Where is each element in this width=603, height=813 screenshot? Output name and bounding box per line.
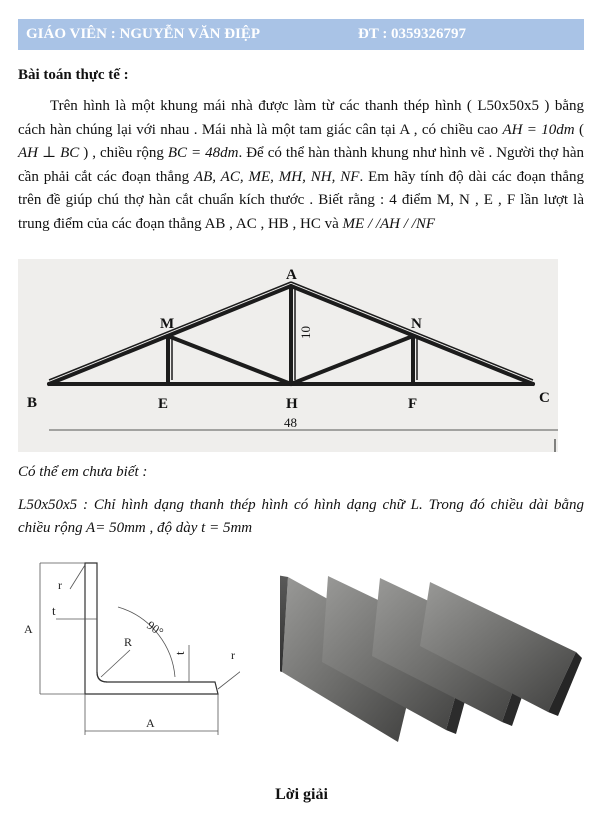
width-label: 48 [284, 415, 297, 430]
height-label: 10 [298, 326, 313, 339]
truss-figure [18, 259, 558, 452]
dim-A-side: A [24, 622, 33, 636]
solution-heading: Lời giải [275, 786, 328, 803]
dim-r-top: r [58, 578, 62, 592]
dim-t-right: t [172, 651, 187, 655]
segment-list: AB, AC, ME, MH, NH, NF [193, 168, 360, 185]
did-you-know-body: L50x50x5 : Chỉ hình dạng thanh thép hình có hình dạng chữ L. Trong đó chiều dài bằng chiều rộng A= 50mm , độ dày t = 5mm [18, 497, 584, 536]
teacher-phone: ĐT : 0359326797 [358, 26, 467, 42]
height-equation: AH = 10dm [502, 121, 575, 138]
label-B: B [27, 395, 38, 411]
label-A: A [286, 267, 297, 283]
parallel-relation: ME / /AH / /NF [342, 215, 436, 232]
width-equation: BC = 48dm [167, 145, 239, 161]
label-E: E [158, 396, 169, 412]
label-H: H [286, 396, 298, 412]
dim-r-right: r [231, 648, 235, 662]
problem-statement: Trên hình là một khung mái nhà được làm từ các thanh thép hình ( L50x50x5 ) bằng cách hàn chúng lại với nhau . Mái nhà là một tam giác cân tại A , có chiều cao AH = 10dm ( AH ⊥ BC ) , chiều rộng BC = 48dm. Để có thể hàn thành khung như hình vẽ . Người thợ hàn cần phải cắt các đoạn thẳng AB, AC, ME, MH, NH, NF. Em hãy tính độ dài các đoạn thẳng trên đề giúp chú thợ hàn cắt chuẩn kích thước . Biết rằng : 4 điểm M, N , E , F lần lượt là trung điểm của các đoạn thẳng AB , AC , HB , HC và ME / /AH / /NF [18, 98, 585, 232]
member-NH [291, 336, 413, 384]
perpendicular-relation: AH ⊥ BC [18, 145, 80, 161]
dim-t-left: t [52, 603, 56, 618]
l-profile-diagram [18, 555, 240, 745]
label-N: N [411, 316, 422, 332]
steel-angle-photo [280, 572, 582, 750]
label-F: F [408, 396, 418, 412]
label-C: C [539, 390, 550, 406]
member-MH [168, 336, 291, 384]
teacher-name: GIÁO VIÊN : NGUYỄN VĂN ĐIỆP [26, 26, 261, 42]
section-title: Bài toán thực tế : [18, 67, 129, 83]
did-you-know-title: Có thể em chưa biết : [18, 464, 148, 480]
header-banner [18, 19, 584, 50]
dim-A-bottom: A [146, 716, 155, 730]
dim-R: R [124, 635, 133, 649]
angle-90: 90° [144, 617, 167, 640]
label-M: M [160, 316, 175, 332]
